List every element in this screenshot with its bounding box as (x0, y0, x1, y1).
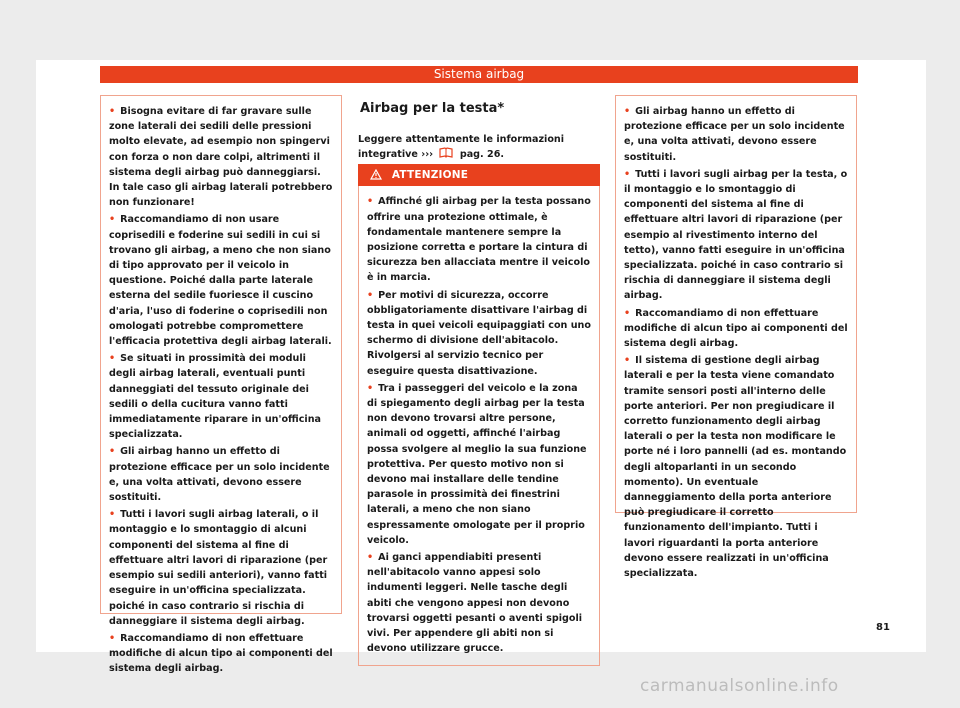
bullet-item: • Bisogna evitare di far gravare sulle zone laterali dei sedili delle pressioni molto elevate, ad esempio non spingervi con forza o non dare colpi, altrimenti il sistema degli airbag può danneggiarsi. In tale caso gli airbag laterali potrebbero non funzionare! (109, 104, 333, 210)
bullet-item: • Gli airbag hanno un effetto di protezione efficace per un solo incidente e, una volta attivati, devono essere sostituiti. (624, 104, 848, 165)
bullet-item: • Raccomandiamo di non effettuare modifiche di alcun tipo ai componenti del sistema degli airbag. (109, 631, 333, 677)
warning-triangle-icon (370, 166, 382, 188)
bullet-item: • Gli airbag hanno un effetto di protezione efficace per un solo incidente e, una volta attivati, devono essere sostituiti. (109, 444, 333, 505)
warning-item: • Ai ganci appendiabiti presenti nell'abitacolo vanno appesi solo indumenti leggeri. Nelle tasche degli abiti che vengono appesi non devono trovarsi oggetti pesanti o aventi spigoli vivi. Per appendere gli abiti non si devono utilizzare grucce. (367, 550, 591, 656)
middle-column (358, 100, 600, 666)
warning-item: • Tra i passeggeri del veicolo e la zona di spiegamento degli airbag per la testa non devono trovarsi altre persone, animali od oggetti, affinché l'airbag possa svolgere al meglio la sua funzione protettiva. Per questo motivo non si devono mai installare delle tendine parasole in prossimità dei finestrini laterali, a meno che non siano espressamente omologate per il proprio veicolo. (367, 381, 591, 548)
bullet-item: • Tutti i lavori sugli airbag laterali, o il montaggio e lo smontaggio di alcuni componenti del sistema al fine di effettuare altri lavori di riparazione (per esempio sui sedili anteriori), vanno fatti eseguire in un'officina specializzata. poiché in caso contrario si rischia di danneggiare il sistema degli airbag. (109, 507, 333, 629)
bullet-item: • Tutti i lavori sugli airbag per la testa, o il montaggio e lo smontaggio di componenti del sistema al fine di effettuare altri lavori di riparazione (per esempio al rivestimento interno del tetto), vanno fatti eseguire in un'officina specializzata. poiché in caso contrario si rischia di danneggiare il sistema degli airbag. (624, 167, 848, 304)
warning-header (358, 164, 600, 186)
bullet-item: • Il sistema di gestione degli airbag laterali e per la testa viene comandato tramite sensori posti all'interno delle porte anteriori. Per non pregiudicare il corretto funzionamento degli airbag laterali o per la testa non modificare le porte né i loro pannelli (ad es. montando degli altoparlanti in un secondo momento). Un eventuale danneggiamento della porta anteriore può pregiudicare il corretto funzionamento dell'impianto. Tutti i lavori riguardanti la porta anteriore devono essere realizzati in un'officina specializzata. (624, 353, 848, 581)
bullet-item: • Raccomandiamo di non effettuare modifiche di alcun tipo ai componenti del sistema degli airbag. (624, 306, 848, 352)
right-column-box (615, 95, 857, 580)
intro-text-before: Leggere attentamente le informazioni integrative (358, 134, 565, 161)
warning-label: ATTENZIONE (391, 169, 469, 182)
page-reference-link[interactable]: pag. 26. (459, 149, 505, 161)
warning-body (358, 186, 600, 665)
warning-item: • Affinché gli airbag per la testa possano offrire una protezione ottimale, è fondamentale mantenere sempre la posizione corretta e portare la cintura di sicurezza ben allacciata mentre il veicolo è in marcia. (367, 194, 591, 285)
watermark: carmanualsonline.info (640, 676, 839, 696)
section-header: Sistema airbag (100, 66, 858, 83)
warning-item: • Per motivi di sicurezza, occorre obbligatoriamente disattivare l'airbag di testa in quei veicoli equipaggiati con uno schermo di divisione dell'abitacolo. Rivolgersi al servizio tecnico per eseguire questa disattivazione. (367, 288, 591, 379)
section-title: Airbag per la testa* (360, 101, 505, 116)
bullet-item: • Raccomandiamo di non usare coprisedili e foderine sui sedili in cui si trovano gli airbag, a meno che non siano di tipo approvato per il veicolo in questione. Poiché dalla parte laterale esterna del sedile fuoriesce il cuscino d'aria, l'uso di foderine o coprisedili non omologati potrebbe compromettere l'efficacia protettiva degli airbag laterali. (109, 212, 333, 349)
warning-box (358, 164, 600, 665)
intro-arrows: ››› (421, 149, 434, 161)
intro-text (358, 132, 600, 162)
page-number: 81 (876, 622, 890, 633)
bullet-item: • Se situati in prossimità dei moduli degli airbag laterali, eventuali punti danneggiati del tessuto originale dei sedili o della cucitura vanno fatti immediatamente riparare in un'officina specializzata. (109, 351, 333, 442)
book-icon (439, 147, 453, 158)
left-column-box (100, 95, 342, 675)
